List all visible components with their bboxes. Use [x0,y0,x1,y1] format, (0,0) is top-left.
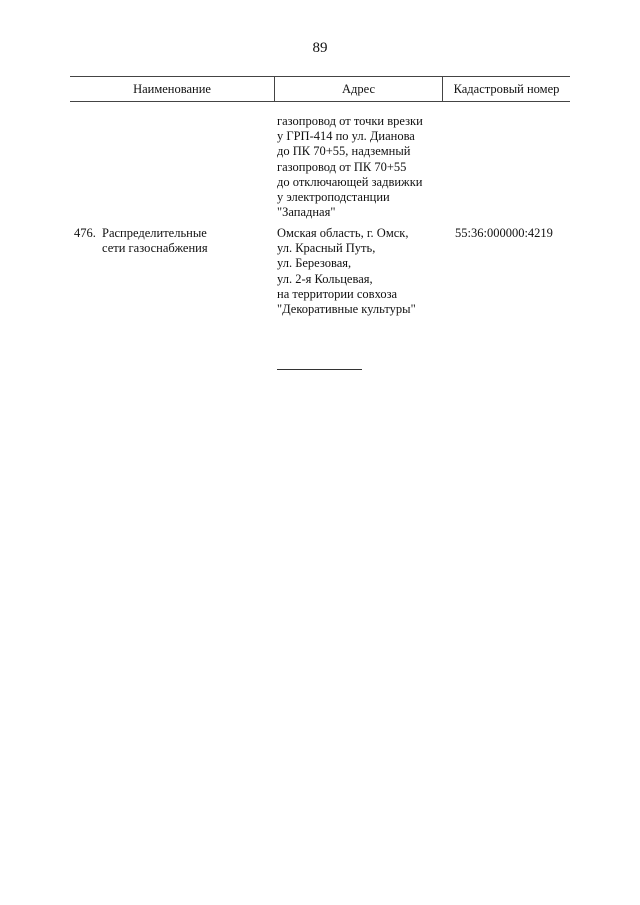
page-number: 89 [312,40,328,56]
name-line: Распределительные [102,226,207,240]
table-header-rule [70,101,570,102]
address-line: ул. 2-я Кольцевая, [277,271,373,286]
address-line: Омская область, г. Омск, [277,226,409,240]
address-line: у электроподстанции [277,190,390,205]
address-line: на территории совхоза [277,286,398,301]
address-line: газопровод от ПК 70+55 [277,159,407,174]
address-line: до отключающей задвижки [277,174,423,189]
header-address: Адрес [341,82,376,96]
row-name [102,226,208,256]
address-line: у ГРП-414 по ул. Дианова [277,129,415,144]
name-line: сети газоснабжения [102,241,208,256]
table-top-rule [70,76,570,77]
address-line: ул. Красный Путь, [277,241,376,256]
header-name: Наименование [133,82,211,96]
address-line: "Декоративные культуры" [277,302,416,317]
continued-address [277,114,423,220]
address-line: до ПК 70+55, надземный [277,144,411,159]
address-line: газопровод от точки врезки [277,114,423,128]
address-line: "Западная" [277,205,336,220]
address-line: ул. Березовая, [277,256,352,271]
row-address [277,226,416,317]
row-number: 476. [74,226,96,240]
header-cadastral: Кадастровый номер [453,82,560,96]
end-of-table-rule [277,369,362,370]
row-cadastral: 55:36:000000:4219 [455,226,553,240]
